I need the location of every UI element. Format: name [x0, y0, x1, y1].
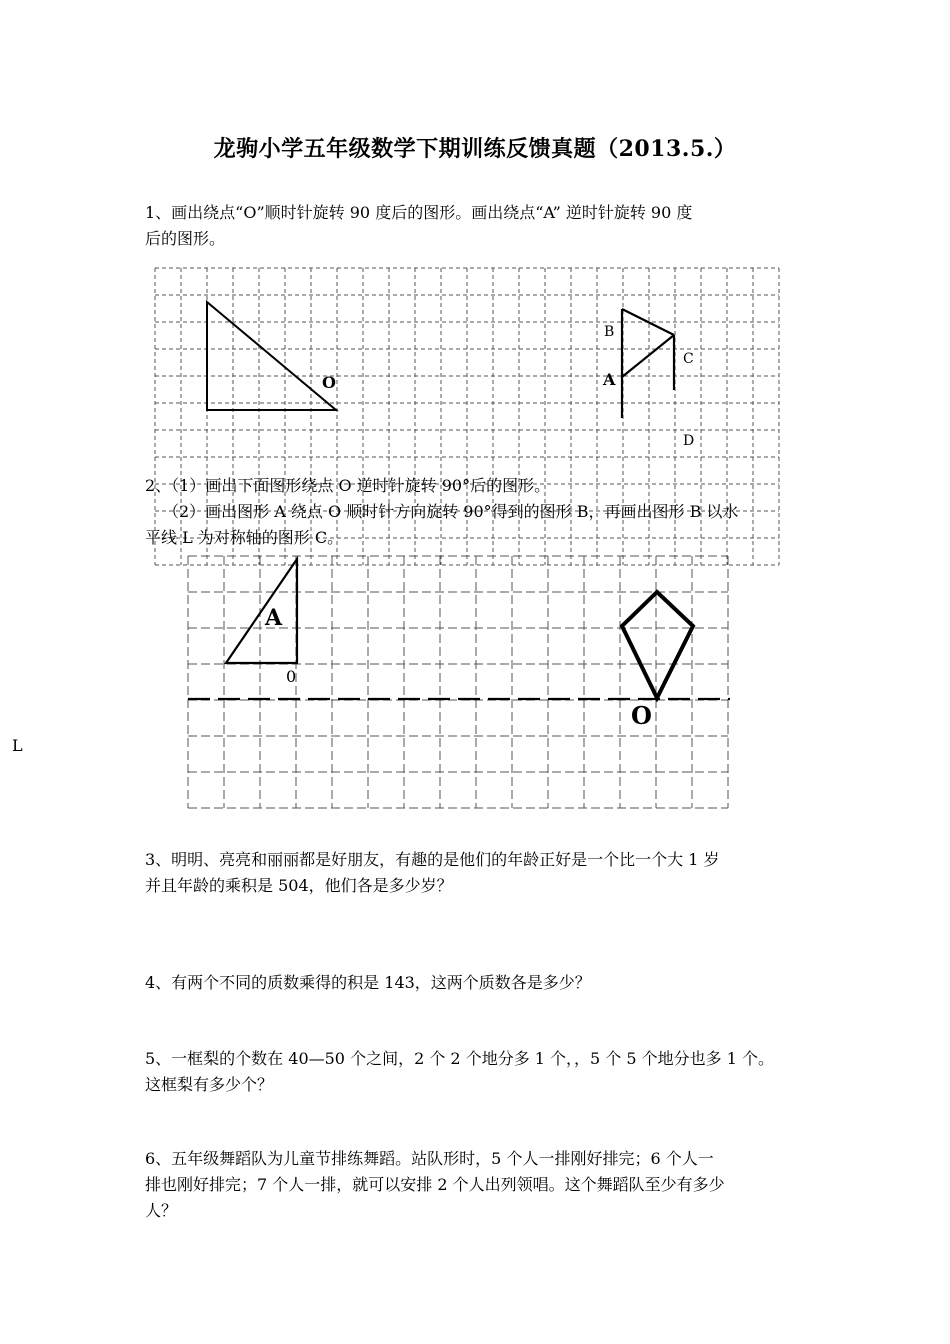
question-6	[145, 1146, 820, 1224]
page-title: 龙驹小学五年级数学下期训练反馈真题（2013.5.）	[213, 136, 737, 162]
question-6-line-2: 排也刚好排完；7 个人一排，就可以安排 2 个人出列领唱。这个舞蹈队至少有多少	[145, 1175, 725, 1194]
question-2-line-1: 2、（1）画出下面图形绕点 O 逆时针旋转 90°后的图形。	[145, 476, 551, 495]
triangle-shape-q1	[207, 302, 336, 410]
question-6-line-3: 人？	[145, 1201, 178, 1220]
triangle-shape-a	[226, 559, 297, 663]
question-4	[145, 970, 820, 996]
label-d-q1: D	[683, 433, 695, 449]
question-5-line-1: 5、一框梨的个数在 40—50 个之间，2 个 2 个地分多 1 个，，5 个 5 个地分也多 1 个。	[145, 1049, 775, 1068]
label-a-q2: A	[265, 605, 283, 631]
question-6-line-1: 6、五年级舞蹈队为儿童节排练舞蹈。站队形时，5 个人一排刚好排完；6 个人一	[145, 1149, 714, 1168]
question-5	[145, 1046, 820, 1098]
label-o-q1: O	[322, 373, 336, 392]
axis-label-l: L	[12, 736, 23, 755]
question-2	[145, 473, 820, 551]
question-3	[145, 847, 820, 899]
label-o-kite-q2: O	[631, 701, 652, 730]
question-2-line-2: （2）画出图形 A 绕点 O 顺时针方向旋转 90°得到的图形 B，再画出图形 B 以水	[163, 502, 739, 521]
label-b-q1: B	[604, 324, 615, 340]
label-c-q1: C	[683, 351, 694, 367]
question-1-line-2: 后的图形。	[145, 229, 226, 248]
label-o-triangle-q2: 0	[286, 667, 297, 686]
question-4-line-1: 4、有两个不同的质数乘得的积是 143，这两个质数各是多少？	[145, 973, 591, 992]
flag-shape-q1	[622, 309, 674, 418]
question-5-line-2: 这框梨有多少个？	[145, 1075, 274, 1094]
label-a-q1: A	[603, 370, 616, 389]
kite-shape-q2	[622, 592, 693, 698]
question-3-line-1: 3、明明、亮亮和丽丽都是好朋友，有趣的是他们的年龄正好是一个比一个大 1 岁	[145, 850, 720, 869]
question-2-line-3: 平线 L 为对称轴的图形 C。	[145, 528, 344, 547]
question-3-line-2: 并且年龄的乘积是 504，他们各是多少岁？	[145, 876, 453, 895]
question-1-line-1: 1、画出绕点“O”顺时针旋转 90 度后的图形。画出绕点“A” 逆时针旋转 90 度	[145, 203, 693, 222]
